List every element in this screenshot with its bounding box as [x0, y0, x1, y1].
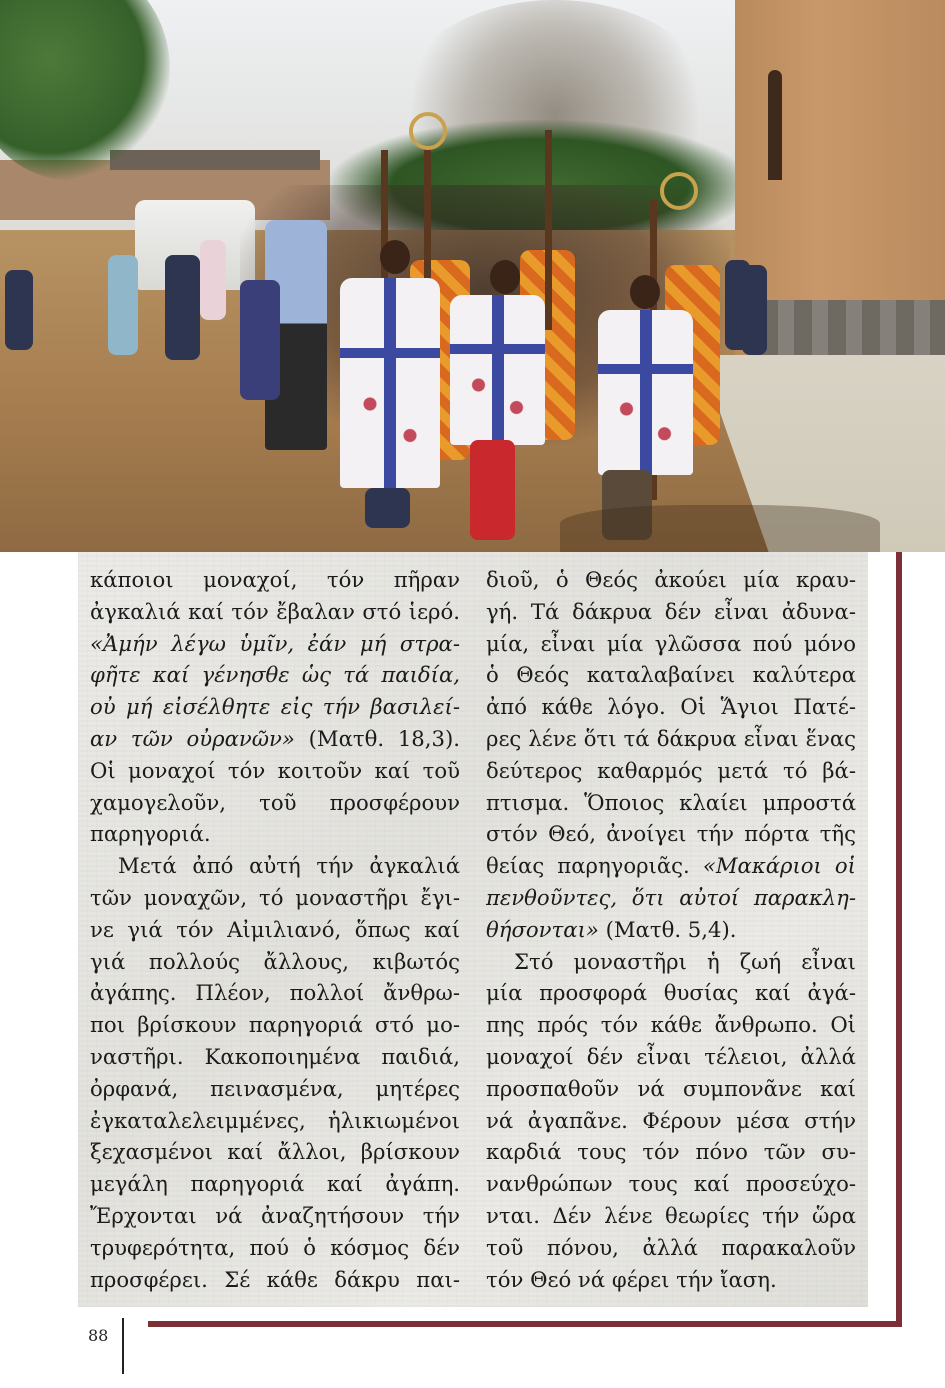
- church-window: [768, 70, 782, 180]
- processional-cross-icon: [660, 172, 698, 210]
- body-text: προσπαθοῦν νά συμπονᾶνε καί: [486, 1075, 856, 1101]
- text-line: [90, 723, 460, 755]
- text-line: [486, 564, 856, 596]
- text-line: [90, 787, 460, 819]
- body-text: ἀγκαλιά καί τόν ἔβαλαν στό ἱερό.: [90, 598, 460, 624]
- body-text: μεγάλη παρηγοριά καί ἀγάπη.: [90, 1171, 460, 1197]
- text-line: [486, 882, 856, 914]
- text-line: [90, 596, 460, 628]
- body-text: μία, εἶναι μία γλῶσσα πού μόνο: [486, 630, 856, 656]
- text-line: [486, 1168, 856, 1200]
- body-text: ὁ Θεός καταλαβαίνει καλύτερα: [486, 662, 856, 688]
- text-line: [90, 1073, 460, 1105]
- text-line: [486, 914, 856, 946]
- text-line: [90, 1041, 460, 1073]
- body-text: νανθρώπων τους καί προσεύχο-: [486, 1171, 856, 1197]
- far-roof: [110, 150, 320, 170]
- body-text: γή. Τά δάκρυα δέν εἶναι ἀδυνα-: [486, 598, 856, 624]
- body-text: Ἔρχονται νά ἀναζητήσουν τήν: [90, 1202, 460, 1228]
- body-text: νά ἀγαπᾶνε. Φέρουν μέσα στήν: [486, 1107, 856, 1133]
- altar-boy-legs: [470, 440, 515, 540]
- body-text: τρυφερότητα, πού ὁ κόσμος δέν: [90, 1234, 460, 1260]
- child-figure: [742, 265, 767, 355]
- quote-text: φῆτε καί γένησθε ὡς τά παιδία,: [90, 662, 460, 688]
- processional-cross-pole: [424, 150, 431, 290]
- text-line: [90, 691, 460, 723]
- quote-text: πενθοῦντες, ὅτι αὐτοί παρακλη-: [486, 884, 856, 910]
- text-line: [90, 1200, 460, 1232]
- text-line: [486, 1136, 856, 1168]
- text-line: [486, 659, 856, 691]
- body-text: ρες λένε ὅτι τά δάκρυα εἶναι ἕνας: [486, 725, 856, 751]
- right-column: [486, 564, 856, 1295]
- procession-photo: [0, 0, 945, 552]
- text-line: [90, 1105, 460, 1137]
- text-line: [90, 628, 460, 660]
- child-figure: [108, 255, 138, 355]
- body-text: παρηγοριά.: [90, 821, 211, 847]
- body-text: θείας παρηγοριᾶς.: [486, 853, 703, 879]
- altar-boy-robe: [450, 295, 545, 445]
- ground-shadow: [560, 505, 880, 552]
- text-line: [486, 977, 856, 1009]
- text-line: [90, 882, 460, 914]
- body-text: τόν Θεό νά φέρει τήν ἴαση.: [486, 1266, 777, 1292]
- quote-text: θήσονται»: [486, 916, 599, 942]
- text-panel: [78, 552, 868, 1307]
- left-column: [90, 564, 460, 1295]
- body-text: τοῦ πόνου, ἀλλά παρακαλοῦν: [486, 1234, 856, 1260]
- text-line: [486, 596, 856, 628]
- text-line: [90, 946, 460, 978]
- text-line: [486, 755, 856, 787]
- body-text: ναστῆρι. Κακοποιημένα παιδιά,: [90, 1043, 460, 1069]
- text-line: [90, 977, 460, 1009]
- altar-boy-legs: [365, 488, 410, 528]
- text-line: [90, 564, 460, 596]
- body-text: κάποιοι μοναχοί, τόν πῆραν: [90, 567, 460, 592]
- text-line: [486, 787, 856, 819]
- child-figure: [165, 255, 200, 360]
- body-text: στόν Θεό, ἀνοίγει τήν πόρτα τῆς: [486, 821, 856, 847]
- body-text: (Ματθ. 5,4).: [598, 916, 737, 942]
- body-text: τῶν μοναχῶν, τό μοναστῆρι ἔγι-: [90, 884, 460, 910]
- body-text: ἀπό κάθε λόγο. Οἱ Ἅγιοι Πατέ-: [486, 694, 856, 720]
- body-text: πτισμα. Ὅποιος κλαίει μπροστά: [486, 789, 856, 815]
- text-line: [90, 914, 460, 946]
- body-text: νται. Δέν λένε θεωρίες τήν ὥρα: [486, 1202, 856, 1228]
- text-line: [486, 1041, 856, 1073]
- processional-cross-pole: [545, 130, 552, 330]
- body-text: καρδιά τους τόν πόνο τῶν συ-: [486, 1139, 856, 1165]
- body-text: Οἱ μοναχοί τόν κοιτοῦν καί τοῦ: [90, 757, 460, 783]
- quote-text: αν τῶν οὐρανῶν»: [90, 725, 295, 751]
- text-line: [486, 1105, 856, 1137]
- text-line: [90, 818, 460, 850]
- text-line: [486, 1232, 856, 1264]
- quote-text: «Ἀμήν λέγω ὑμῖν, ἐάν μή στρα-: [90, 630, 460, 656]
- text-line: [90, 850, 460, 882]
- page-number: 88: [88, 1326, 109, 1345]
- body-text: χαμογελοῦν, τοῦ προσφέρουν: [90, 789, 460, 815]
- text-line: [486, 818, 856, 850]
- text-line: [90, 755, 460, 787]
- processional-cross-icon: [409, 112, 447, 150]
- text-line: [486, 628, 856, 660]
- altar-boy-robe: [598, 310, 693, 475]
- text-line: [486, 946, 856, 978]
- body-text: μοναχοί δέν εἶναι τέλειοι, ἀλλά: [486, 1043, 856, 1069]
- body-text: δεύτερος καθαρμός μετά τό βά-: [486, 757, 856, 783]
- body-text: ἀγάπης. Πλέον, πολλοί ἄνθρω-: [90, 980, 460, 1006]
- text-line: [486, 723, 856, 755]
- text-line: [90, 1009, 460, 1041]
- body-text: Στό μοναστῆρι ἡ ζωή εἶναι: [514, 948, 856, 974]
- body-text: ποι βρίσκουν παρηγοριά στό μο-: [90, 1012, 460, 1038]
- altar-boy-head: [630, 275, 660, 309]
- body-text: ὀρφανά, πεινασμένα, μητέρες: [90, 1075, 460, 1101]
- altar-boy-head: [490, 260, 520, 294]
- text-line: [90, 1136, 460, 1168]
- body-text: γιά πολλούς ἄλλους, κιβωτός: [90, 948, 460, 974]
- body-text: προσφέρει. Σέ κάθε δάκρυ παι-: [90, 1266, 460, 1292]
- body-text: Μετά ἀπό αὐτή τήν ἀγκαλιά: [118, 853, 460, 879]
- text-line: [90, 1232, 460, 1264]
- quote-text: οὐ μή εἰσέλθητε εἰς τήν βασιλεί-: [90, 694, 460, 720]
- body-text: ἐγκαταλελειμμένες, ἡλικιωμένοι: [90, 1107, 460, 1133]
- quote-text: «Μακάριοι οἱ: [702, 853, 856, 879]
- text-line: [486, 1009, 856, 1041]
- page-number-rule: [122, 1318, 124, 1374]
- text-line: [90, 659, 460, 691]
- text-line: [486, 1200, 856, 1232]
- body-text: διοῦ, ὁ Θεός ἀκούει μία κραυ-: [486, 567, 856, 592]
- body-text: ξεχασμένοι καί ἄλλοι, βρίσκουν: [90, 1139, 460, 1165]
- text-line: [90, 1264, 460, 1296]
- altar-boy-head: [380, 240, 410, 274]
- child-figure: [5, 270, 33, 350]
- child-figure: [240, 280, 280, 400]
- text-line: [486, 691, 856, 723]
- body-text: πης πρός τόν κάθε ἄνθρωπο. Οἱ: [486, 1012, 856, 1038]
- child-figure: [200, 240, 226, 320]
- body-text: νε γιά τόν Αἰμιλιανό, ὅπως καί: [90, 916, 460, 942]
- body-text: μία προσφορά θυσίας καί ἀγά-: [486, 980, 856, 1006]
- text-line: [90, 1168, 460, 1200]
- text-line: [486, 850, 856, 882]
- text-line: [486, 1073, 856, 1105]
- text-line: [486, 1264, 856, 1296]
- body-text: (Ματθ. 18,3).: [294, 725, 460, 751]
- altar-boy-robe: [340, 278, 440, 488]
